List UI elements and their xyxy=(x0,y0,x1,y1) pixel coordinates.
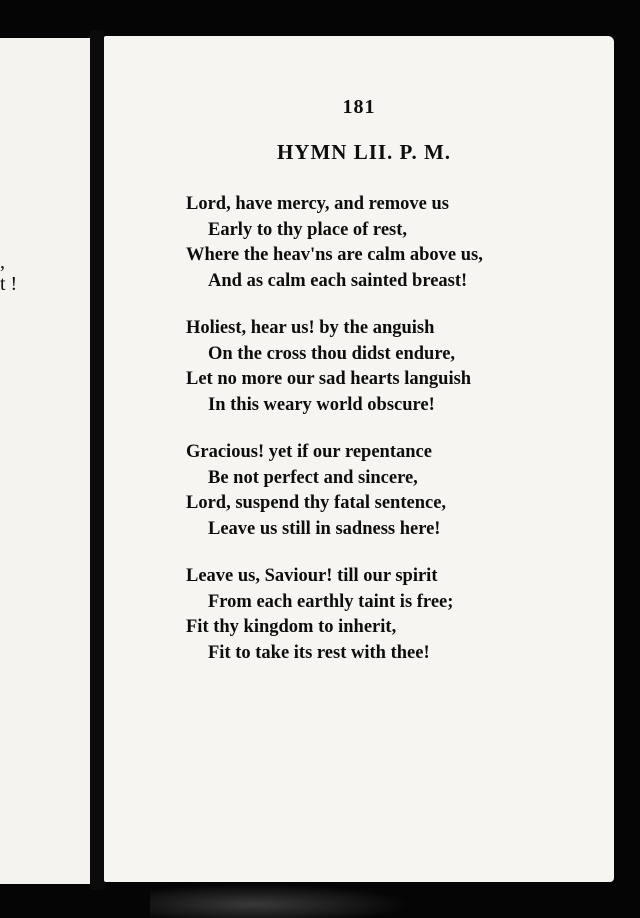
left-page-edge xyxy=(0,38,90,884)
page-number: 181 xyxy=(342,96,376,118)
verse-line: Fit to take its rest with thee! xyxy=(208,642,430,663)
book-gutter xyxy=(90,30,104,890)
left-page-fragment: t ! xyxy=(0,273,18,295)
stanza xyxy=(186,440,446,542)
stanza xyxy=(186,316,471,418)
verse-line: Let no more our sad hearts languish xyxy=(186,369,472,389)
verse-line: Leave us still in sadness here! xyxy=(208,518,441,539)
verse-line: And as calm each sainted breast! xyxy=(208,270,468,291)
verse-line: Leave us, Saviour! till our spirit xyxy=(186,566,438,586)
verse-line: Where the heav'ns are calm above us, xyxy=(186,245,483,265)
verse-line: From each earthly taint is free; xyxy=(208,591,454,612)
scan-dust-artifact xyxy=(150,884,410,918)
verse-line: Be not perfect and sincere, xyxy=(208,467,418,488)
book-page xyxy=(104,36,614,882)
verse-line: In this weary world obscure! xyxy=(208,394,435,415)
hymn-title: HYMN LII. P. M. xyxy=(276,140,452,164)
stanza xyxy=(186,192,483,294)
left-page-fragment: , xyxy=(0,251,5,273)
verse-line: Lord, have mercy, and remove us xyxy=(186,194,449,214)
verse-line: On the cross thou didst endure, xyxy=(208,343,456,364)
verse-line: Fit thy kingdom to inherit, xyxy=(186,617,397,637)
verse-line: Gracious! yet if our repentance xyxy=(186,442,432,462)
stanza xyxy=(186,564,453,666)
verse-line: Early to thy place of rest, xyxy=(208,219,408,240)
verse-line: Lord, suspend thy fatal sentence, xyxy=(186,493,447,513)
verse-line: Holiest, hear us! by the anguish xyxy=(186,318,435,338)
